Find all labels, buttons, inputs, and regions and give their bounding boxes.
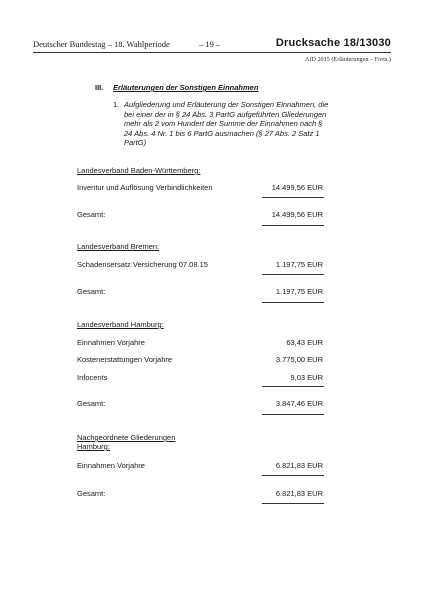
total-amount: 6.821,83 EUR xyxy=(275,489,323,498)
total-label: Gesamt: xyxy=(77,287,106,296)
section-number: III. xyxy=(95,83,104,92)
subtotal-rule xyxy=(262,386,324,387)
group-title-line: Nachgeordnete Gliederungen xyxy=(77,433,176,442)
row-amount: 14.499,56 EUR xyxy=(271,183,323,192)
total-label: Gesamt: xyxy=(77,399,106,408)
row-label: Kostenerstattungen Vorjahre xyxy=(77,355,173,364)
group-title-line: Hamburg: xyxy=(77,442,110,451)
subtotal-rule xyxy=(262,197,324,198)
total-amount: 1.197,75 EUR xyxy=(275,287,323,296)
row-amount: 3.775,00 EUR xyxy=(275,355,323,364)
item-text-line: bei einer der in § 24 Abs. 3 PartG aufgeführten Gliederungen xyxy=(124,109,327,119)
total-amount: 14.499,56 EUR xyxy=(271,210,323,219)
item-text-line: Aufgliederung und Erläuterung der Sonstigen Einnahmen, die xyxy=(124,100,329,109)
item-text xyxy=(124,100,342,148)
row-amount: 6.821,83 EUR xyxy=(275,461,323,470)
row-amount: 63,43 EUR xyxy=(286,338,323,347)
total-label: Gesamt: xyxy=(77,210,106,219)
subtotal-rule xyxy=(262,475,324,476)
header-rule xyxy=(33,52,391,53)
subheader: AfD 2015 (Erläuterungen – Forts.) xyxy=(304,56,391,63)
total-rule xyxy=(262,503,324,504)
row-amount: 1.197,75 EUR xyxy=(275,260,323,269)
section-title: Erläuterungen der Sonstigen Einnahmen xyxy=(113,83,259,92)
header-document-number: Drucksache 18/13030 xyxy=(275,37,391,49)
row-label: Schadensersatz Versicherung 07.08.15 xyxy=(77,260,208,269)
row-label: Infocents xyxy=(77,373,108,382)
total-rule xyxy=(262,414,324,415)
item-text-line: mehr als 2 vom Hundert der Summe der Einnahmen nach § xyxy=(124,119,323,129)
total-label: Gesamt: xyxy=(77,489,106,498)
header-left: Deutscher Bundestag – 18. Wahlperiode xyxy=(33,39,170,49)
header-page-number: – 19 – xyxy=(199,39,221,49)
item-text-line: PartG) xyxy=(124,138,147,148)
row-label: Einnahmen Vorjahre xyxy=(77,338,145,347)
total-rule xyxy=(262,302,324,303)
row-label: Inventur und Auflösung Verbindlichkeiten xyxy=(77,183,213,192)
total-amount: 3.847,46 EUR xyxy=(275,399,323,408)
group-title: Landesverband Bremen: xyxy=(77,242,160,251)
subtotal-rule xyxy=(262,274,324,275)
row-label: Einnahmen Vorjahre xyxy=(77,461,145,470)
group-title: Landesverband Hamburg: xyxy=(77,320,164,329)
item-text-line: 24 Abs. 4 Nr. 1 bis 6 PartG ausmachen (§ 27 Abs. 2 Satz 1 xyxy=(124,128,320,138)
total-rule xyxy=(262,225,324,226)
group-title: Landesverband Baden-Württemberg: xyxy=(77,166,201,175)
row-amount: 9,03 EUR xyxy=(290,373,323,382)
item-number: 1. xyxy=(113,100,120,109)
